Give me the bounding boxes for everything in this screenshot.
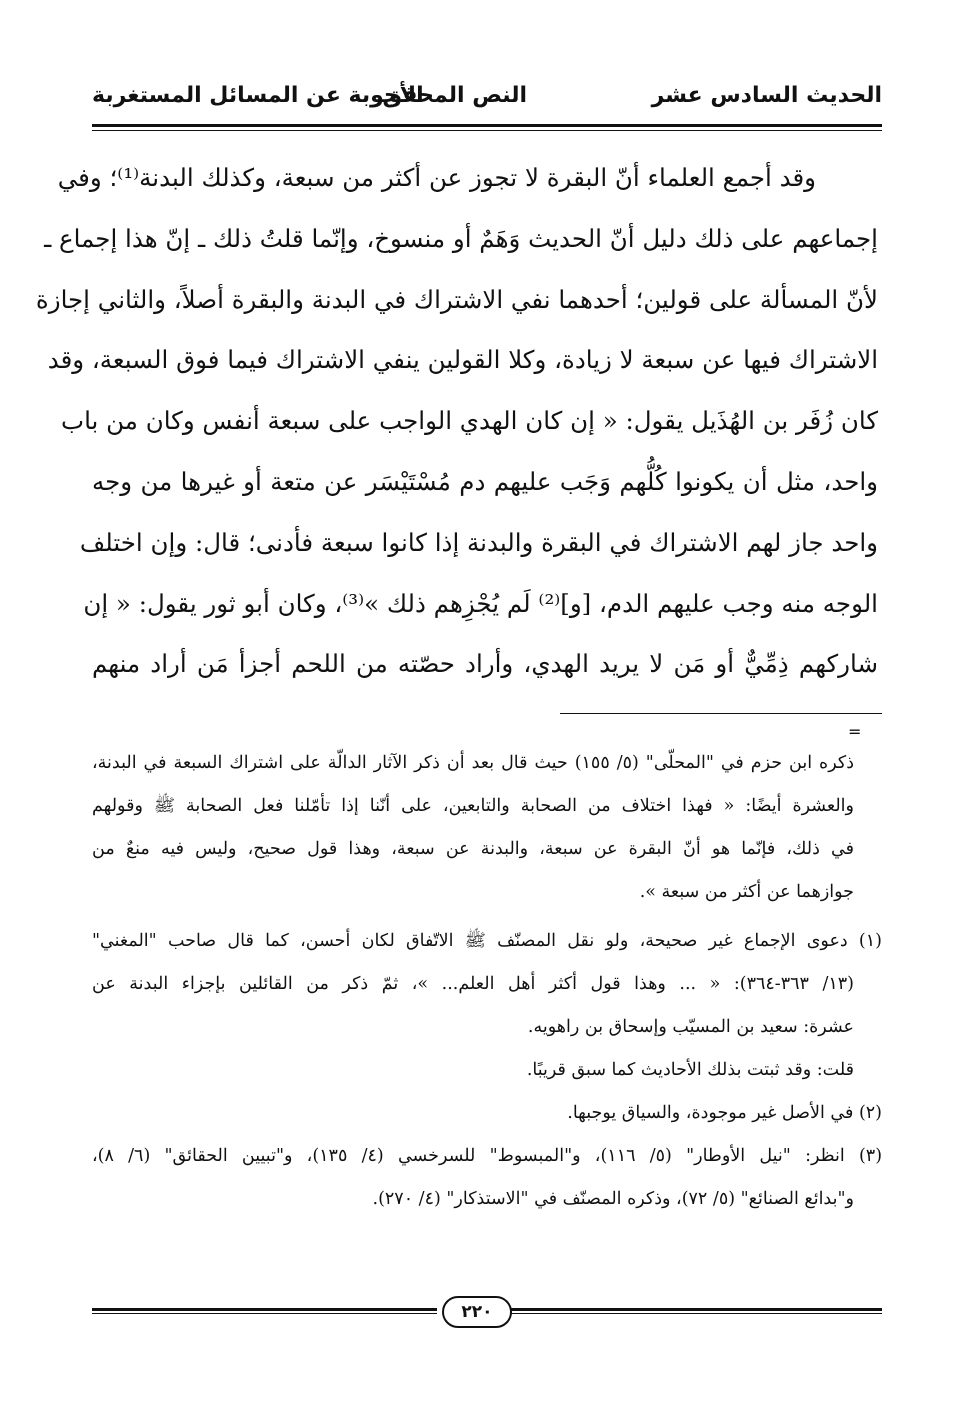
page-footer [92, 1296, 882, 1326]
header-rule-thick [92, 124, 882, 127]
footnote-line: (٣) انظر: "نيل الأوطار" (٥/ ١١٦)، و"المبسوط" للسرخسي (٤/ ١٣٥)، و"تبيين الحقائق" (٦/ ٨)، [92, 1146, 883, 1166]
footnote-line: (٢) في الأصل غير موجودة، والسياق يوجبها. [567, 1103, 882, 1123]
main-line: واحد جاز لهم الاشتراك في البقرة والبدنة إذا كانوا سبعة فأدنى؛ قال: وإن اختلف [79, 527, 878, 557]
footnote-line: (١٣/ ٣٦٣-٣٦٤): « ... وهذا قول أكثر أهل العلم... »، ثمّ ذكر من القائلين بإجزاء البدنة عن [92, 974, 854, 994]
main-line: واحد، مثل أن يكونوا كُلُّهم وَجَب عليهم دم مُسْتَيْسَر عن متعة أو غيرها من وجه [92, 466, 878, 496]
footnote-continuation-mark: = [848, 722, 862, 741]
running-header [92, 80, 882, 120]
footnote-1 [92, 920, 882, 1092]
footnote-line: عشرة: سعيد بن المسيّب وإسحاق بن راهويه. [527, 1017, 854, 1037]
footnote-2 [92, 1092, 882, 1135]
footnotes [92, 742, 882, 1221]
header-chapter-title: الحديث السادس عشر [651, 83, 882, 108]
footnote-line: (١) دعوى الإجماع غير صحيحة، ولو نقل المصنّف ﷺ الاتّفاق لكان أحسن، كما قال صاحب "المغني" [92, 931, 882, 951]
page-number: ٢٢٠ [442, 1296, 512, 1328]
main-text [35, 148, 878, 695]
main-line: إجماعهم على ذلك دليل أنّ الحديث وَهَمٌ أو منسوخ، وإنّما قلتُ ذلك ـ إنّ هذا إجماع ـ [44, 223, 878, 253]
main-line: شاركهم ذِمِّيٌّ أو مَن لا يريد الهدي، وأراد حصّته من اللحم أجزأ مَن أراد منهم [92, 649, 878, 679]
footnote-3 [92, 1135, 882, 1221]
footnote-line: قلت: وقد ثبتت بذلك الأحاديث كما سبق قريبًا. [526, 1060, 854, 1080]
footnote-continuation [92, 742, 882, 914]
footnote-line: والعشرة أيضًا: « فهذا اختلاف من الصحابة والتابعين، على أنّنا إذا تأمّلنا فعل الصحابة ﷺ وقولهم [92, 796, 854, 816]
main-line: كان زُفَر بن الهُذَيل يقول: « إن كان الهدي الواجب على سبعة أنفس وكان من باب [61, 406, 878, 436]
header-book-title: الأجوبة عن المسائل المستغربة [92, 83, 424, 108]
main-line: الاشتراك فيها عن سبعة لا زيادة، وكلا القولين ينفي الاشتراك فيما فوق السبعة، وقد [47, 345, 878, 375]
footnote-line: و"بدائع الصنائع" (٥/ ٧٢)، وذكره المصنّف في "الاستذكار" (٤/ ٢٧٠). [372, 1189, 854, 1209]
footer-rule-left-thin [92, 1313, 437, 1314]
main-line: الوجه منه وجب عليهم الدم، [و]⁽²⁾ لَم يُجْزِهم ذلك »⁽³⁾، وكان أبو ثور يقول: « إن [83, 588, 878, 618]
footer-rule-right [510, 1308, 882, 1311]
footer-rule-right-thin [510, 1313, 882, 1314]
main-line: وقد أجمع العلماء أنّ البقرة لا تجوز عن أكثر من سبعة، وكذلك البدنة⁽¹⁾؛ وفي [57, 163, 816, 192]
footer-rule-left [92, 1308, 437, 1311]
footnote-line: جوازهما عن أكثر من سبعة ». [639, 882, 854, 902]
header-section-title: النص المحقق [382, 83, 527, 108]
main-line: لأنّ المسألة على قولين؛ أحدهما نفي الاشتراك في البدنة والبقرة أصلاً، والثاني إجازة [35, 284, 878, 314]
header-rule-thin [92, 130, 882, 131]
footnote-line: ذكره ابن حزم في "المحلّى" (٥/ ١٥٥) حيث قال بعد أن ذكر الآثار الدالّة على اشتراك السبعة في البدنة، [92, 753, 854, 773]
footnote-line: في ذلك، فإنّما هو أنّ البقرة عن سبعة، والبدنة عن سبعة، وهذا قول صحيح، وليس فيه منعٌ من [92, 839, 854, 859]
footnote-separator [560, 713, 882, 714]
